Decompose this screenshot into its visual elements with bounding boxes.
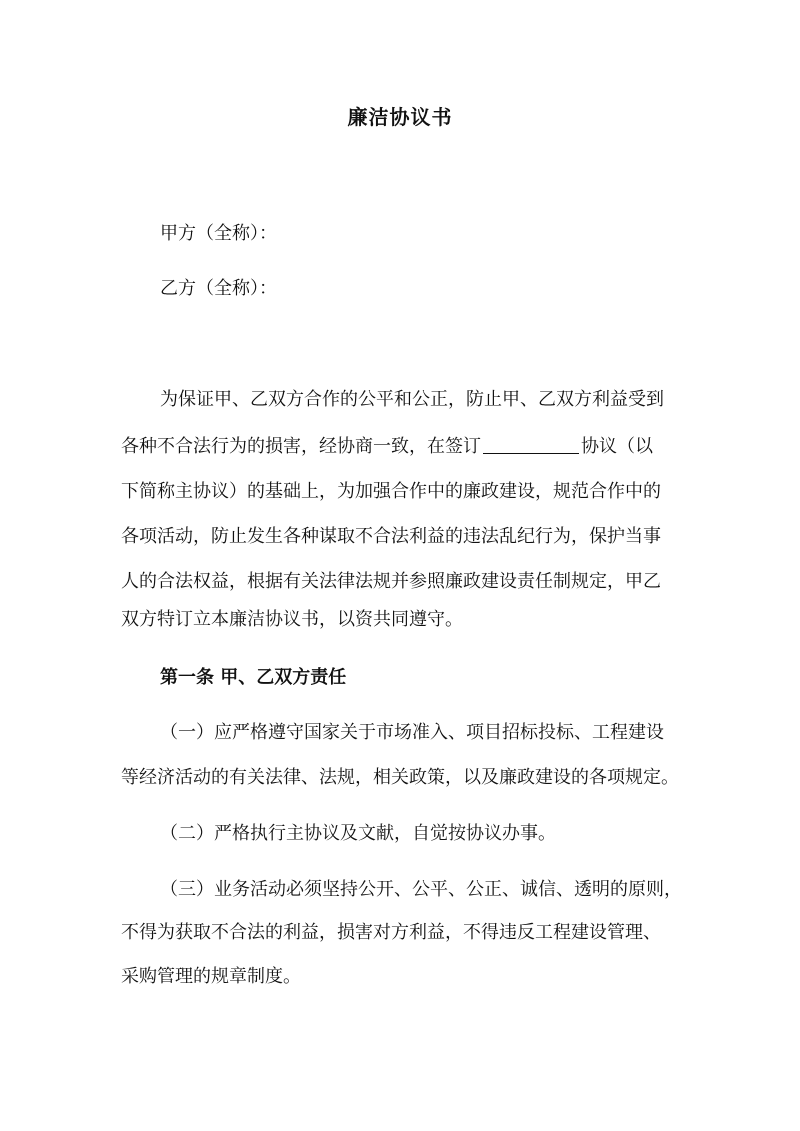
article-1-item-1-line-2: 等经济活动的有关法律、法规，相关政策，以及廉政建设的各项规定。 xyxy=(121,767,679,788)
article-1-heading: 第一条 甲、乙双方责任 xyxy=(160,667,347,688)
preamble-line-2-start: 各种不合法行为的损害，经协商一致，在签订 xyxy=(121,436,481,457)
agreement-name-blank xyxy=(483,433,579,454)
preamble-line-1: 为保证甲、乙双方合作的公平和公正，防止甲、乙双方利益受到 xyxy=(160,389,664,410)
article-1-item-3-line-2: 不得为获取不合法的利益，损害对方利益，不得违反工程建设管理、 xyxy=(121,922,661,943)
preamble-line-5: 人的合法权益，根据有关法律法规并参照廉政建设责任制规定，甲乙 xyxy=(121,571,661,592)
document-title: 廉洁协议书 xyxy=(347,105,453,129)
article-1-item-1-line-1: （一）应严格遵守国家关于市场准入、项目招标投标、工程建设 xyxy=(160,722,664,743)
article-1-item-3-line-3: 采购管理的规章制度。 xyxy=(121,966,301,987)
preamble-line-2-end: 协议（以 xyxy=(581,436,653,457)
party-b-label: 乙方（全称）： xyxy=(160,278,277,299)
preamble-line-3: 下简称主协议）的基础上，为加强合作中的廉政建设，规范合作中的 xyxy=(121,481,661,502)
preamble-line-2 xyxy=(121,432,653,462)
preamble-line-4: 各项活动，防止发生各种谋取不合法利益的违法乱纪行为，保护当事 xyxy=(121,526,661,547)
article-1-item-2-line-1: （二）严格执行主协议及文献，自觉按协议办事。 xyxy=(160,823,556,844)
article-1-item-3-line-1: （三）业务活动必须坚持公开、公平、公正、诚信、透明的原则， xyxy=(160,879,682,900)
party-a-label: 甲方（全称）： xyxy=(160,223,277,244)
preamble-line-6: 双方特订立本廉洁协议书，以资共同遵守。 xyxy=(121,609,463,630)
